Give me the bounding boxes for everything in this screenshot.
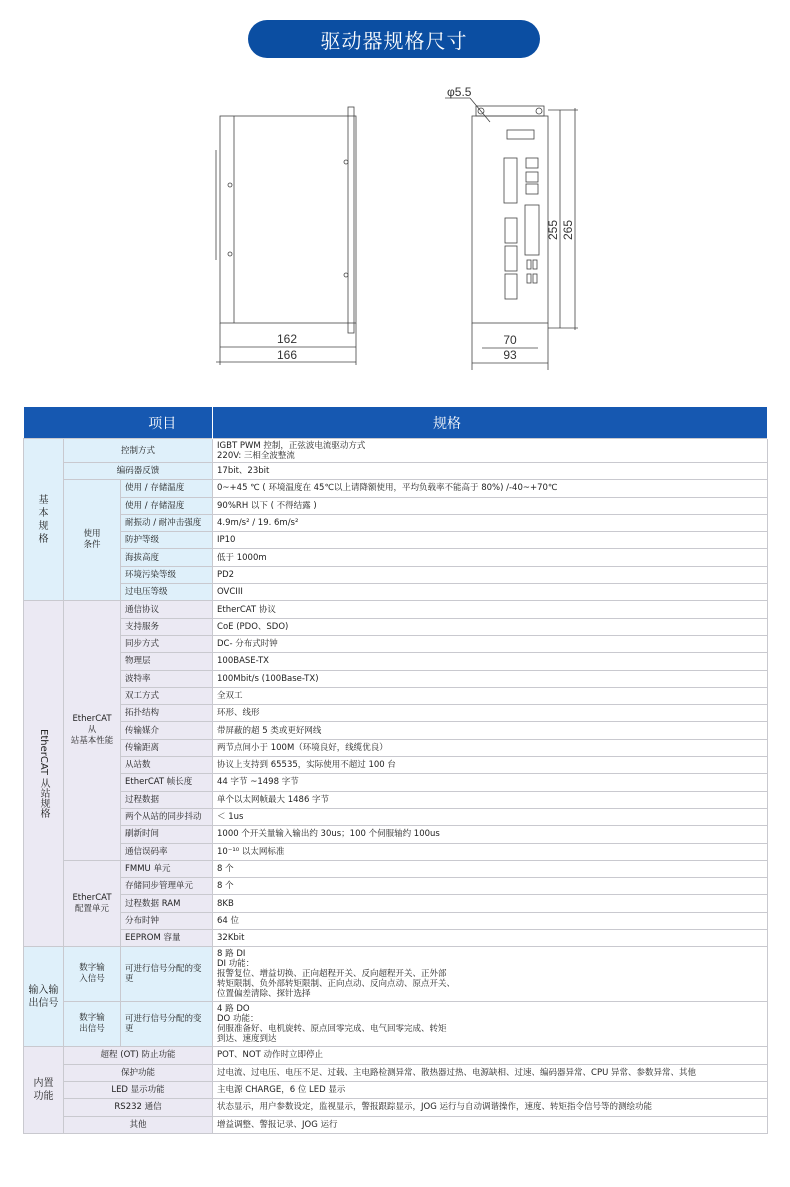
table-row: [24, 653, 768, 670]
item-value: 90%RH 以下 ( 不得结露 ): [213, 497, 768, 514]
item-label: 刷新时间: [121, 826, 213, 843]
table-row: [24, 895, 768, 912]
item-label: 使用 / 存储湿度: [121, 497, 213, 514]
item-label: 存储同步管理单元: [121, 878, 213, 895]
item-value: 单个以太网帧最大 1486 字节: [213, 791, 768, 808]
table-row: [24, 549, 768, 566]
item-value: 过电流、过电压、电压不足、过载、主电路检测异常、散热器过热、电源缺相、过速、编码器异常、CPU 异常、参数异常、其他: [213, 1064, 768, 1081]
front-height-inner: 255: [546, 219, 560, 241]
section-label: 内置 功能: [24, 1047, 64, 1133]
header-spec: 规格: [213, 407, 768, 439]
table-row: [24, 532, 768, 549]
front-width-outer: 93: [503, 348, 517, 362]
item-value: 100Mbit/s (100Base-TX): [213, 670, 768, 687]
item-label: FMMU 单元: [121, 860, 213, 877]
group-label: 数字输 入信号: [64, 947, 121, 1002]
table-row: [24, 739, 768, 756]
table-header: [24, 407, 768, 439]
item-value: 主电源 CHARGE，6 位 LED 显示: [213, 1081, 768, 1098]
item-value: 状态显示，用户参数设定，监视显示，警报跟踪显示，JOG 运行与自动调谐操作，速度、转矩指令信号等的测绘功能: [213, 1099, 768, 1116]
table-row: [24, 722, 768, 739]
table-row: [24, 947, 768, 1002]
section-label: 基 本 规 格: [24, 439, 64, 601]
item-value: 8KB: [213, 895, 768, 912]
table-row: [24, 463, 768, 480]
item-value: EtherCAT 协议: [213, 601, 768, 618]
side-width-outer: 166: [276, 348, 298, 362]
dimension-drawing: [0, 80, 790, 380]
item-value: 0~+45 ℃ ( 环境温度在 45℃以上请降额使用，平均负载率不能高于 80%) /-40~+70℃: [213, 480, 768, 497]
item-label: 通信协议: [121, 601, 213, 618]
item-label: 分布时钟: [121, 912, 213, 929]
table-row: [24, 439, 768, 463]
table-row: [24, 860, 768, 877]
table-row: [24, 480, 768, 497]
item-label: 从站数: [121, 757, 213, 774]
item-value: 低于 1000m: [213, 549, 768, 566]
item-label: 编码器反馈: [64, 463, 213, 480]
item-value: 4 路 DO DO 功能： 伺服准备好、电机旋转、原点回零完成、电气回零完成、转矩 到达、速度到达: [213, 1002, 768, 1047]
item-label: 控制方式: [64, 439, 213, 463]
front-height-outer: 265: [561, 219, 575, 241]
table-row: [24, 826, 768, 843]
group-label: EtherCAT 从 站基本性能: [64, 601, 121, 860]
table-row: [24, 1081, 768, 1098]
item-label: 波特率: [121, 670, 213, 687]
item-value: CoE (PDO、SDO): [213, 618, 768, 635]
table-row: [24, 878, 768, 895]
table-row: [24, 618, 768, 635]
table-row: [24, 1064, 768, 1081]
item-value: 4.9m/s² / 19. 6m/s²: [213, 514, 768, 531]
item-label: 过程数据 RAM: [121, 895, 213, 912]
item-value: 8 路 DI DI 功能： 报警复位、增益切换、正向超程开关、反向超程开关、正外部 转矩限制、负外部转矩限制、正向点动、反向点动、原点开关、 位置偏差清除、探针选择: [213, 947, 768, 1002]
item-value: 17bit、23bit: [213, 463, 768, 480]
item-value: 44 字节 ~1498 字节: [213, 774, 768, 791]
group-label: 数字输 出信号: [64, 1002, 121, 1047]
table-row: [24, 930, 768, 947]
item-label: 过电压等级: [121, 584, 213, 601]
table-row: [24, 1116, 768, 1133]
item-label: EtherCAT 帧长度: [121, 774, 213, 791]
item-label: LED 显示功能: [64, 1081, 213, 1098]
item-value: 8 个: [213, 860, 768, 877]
table-row: [24, 791, 768, 808]
item-label: 可进行信号分配的变 更: [121, 1002, 213, 1047]
item-label: 耐振动 / 耐冲击强度: [121, 514, 213, 531]
table-row: [24, 808, 768, 825]
item-label: 过程数据: [121, 791, 213, 808]
item-value: 100BASE-TX: [213, 653, 768, 670]
item-value: 带屏蔽的超 5 类或更好网线: [213, 722, 768, 739]
table-row: [24, 670, 768, 687]
side-width-inner: 162: [276, 332, 298, 346]
item-value: 协议上支持到 65535，实际使用不超过 100 台: [213, 757, 768, 774]
item-label: 物理层: [121, 653, 213, 670]
table-row: [24, 1099, 768, 1116]
item-value: PD2: [213, 566, 768, 583]
item-label: 双工方式: [121, 687, 213, 704]
section-label: EtherCAT 从站规格: [24, 601, 64, 947]
table-row: [24, 601, 768, 618]
item-value: 10⁻¹⁰ 以太网标准: [213, 843, 768, 860]
item-label: RS232 通信: [64, 1099, 213, 1116]
table-row: [24, 584, 768, 601]
table-row: [24, 912, 768, 929]
table-row: [24, 705, 768, 722]
item-label: 可进行信号分配的变 更: [121, 947, 213, 1002]
item-value: OVCIII: [213, 584, 768, 601]
table-row: [24, 1002, 768, 1047]
item-value: 增益调整、警报记录、JOG 运行: [213, 1116, 768, 1133]
front-width-inner: 70: [503, 333, 517, 347]
item-label: 支持服务: [121, 618, 213, 635]
table-row: [24, 774, 768, 791]
item-value: IGBT PWM 控制，正弦波电流驱动方式 220V: 三相全波整流: [213, 439, 768, 463]
item-value: 64 位: [213, 912, 768, 929]
group-label: EtherCAT 配置单元: [64, 860, 121, 946]
header-item: 项目: [24, 407, 213, 439]
table-row: [24, 566, 768, 583]
item-value: 32Kbit: [213, 930, 768, 947]
item-value: 环形、线形: [213, 705, 768, 722]
item-label: 防护等级: [121, 532, 213, 549]
item-value: 8 个: [213, 878, 768, 895]
item-label: 拓扑结构: [121, 705, 213, 722]
item-label: 通信误码率: [121, 843, 213, 860]
item-value: DC- 分布式时钟: [213, 635, 768, 652]
item-value: 1000 个开关量输入输出约 30us；100 个伺服轴约 100us: [213, 826, 768, 843]
table-row: [24, 1047, 768, 1064]
item-label: 超程 (OT) 防止功能: [64, 1047, 213, 1064]
table-row: [24, 687, 768, 704]
table-row: [24, 635, 768, 652]
group-label: 使用 条件: [64, 480, 121, 601]
item-label: 传输媒介: [121, 722, 213, 739]
spec-table: [23, 407, 768, 1134]
item-value: ＜ 1us: [213, 808, 768, 825]
section-label: 输入输 出信号: [24, 947, 64, 1047]
table-row: [24, 514, 768, 531]
side-view: [216, 107, 356, 365]
item-label: 环境污染等级: [121, 566, 213, 583]
item-label: 同步方式: [121, 635, 213, 652]
table-row: [24, 497, 768, 514]
item-label: 传输距离: [121, 739, 213, 756]
item-label: 两个从站的同步抖动: [121, 808, 213, 825]
item-label: EEPROM 容量: [121, 930, 213, 947]
hole-diameter-label: φ5.5: [447, 85, 472, 99]
item-value: POT、NOT 动作时立即停止: [213, 1047, 768, 1064]
item-label: 其他: [64, 1116, 213, 1133]
item-label: 海拔高度: [121, 549, 213, 566]
item-value: IP10: [213, 532, 768, 549]
item-label: 保护功能: [64, 1064, 213, 1081]
item-label: 使用 / 存储温度: [121, 480, 213, 497]
table-row: [24, 757, 768, 774]
item-value: 全双工: [213, 687, 768, 704]
table-row: [24, 843, 768, 860]
item-value: 两节点间小于 100M（环境良好，线缆优良）: [213, 739, 768, 756]
page-title: 驱动器规格尺寸: [248, 20, 540, 58]
